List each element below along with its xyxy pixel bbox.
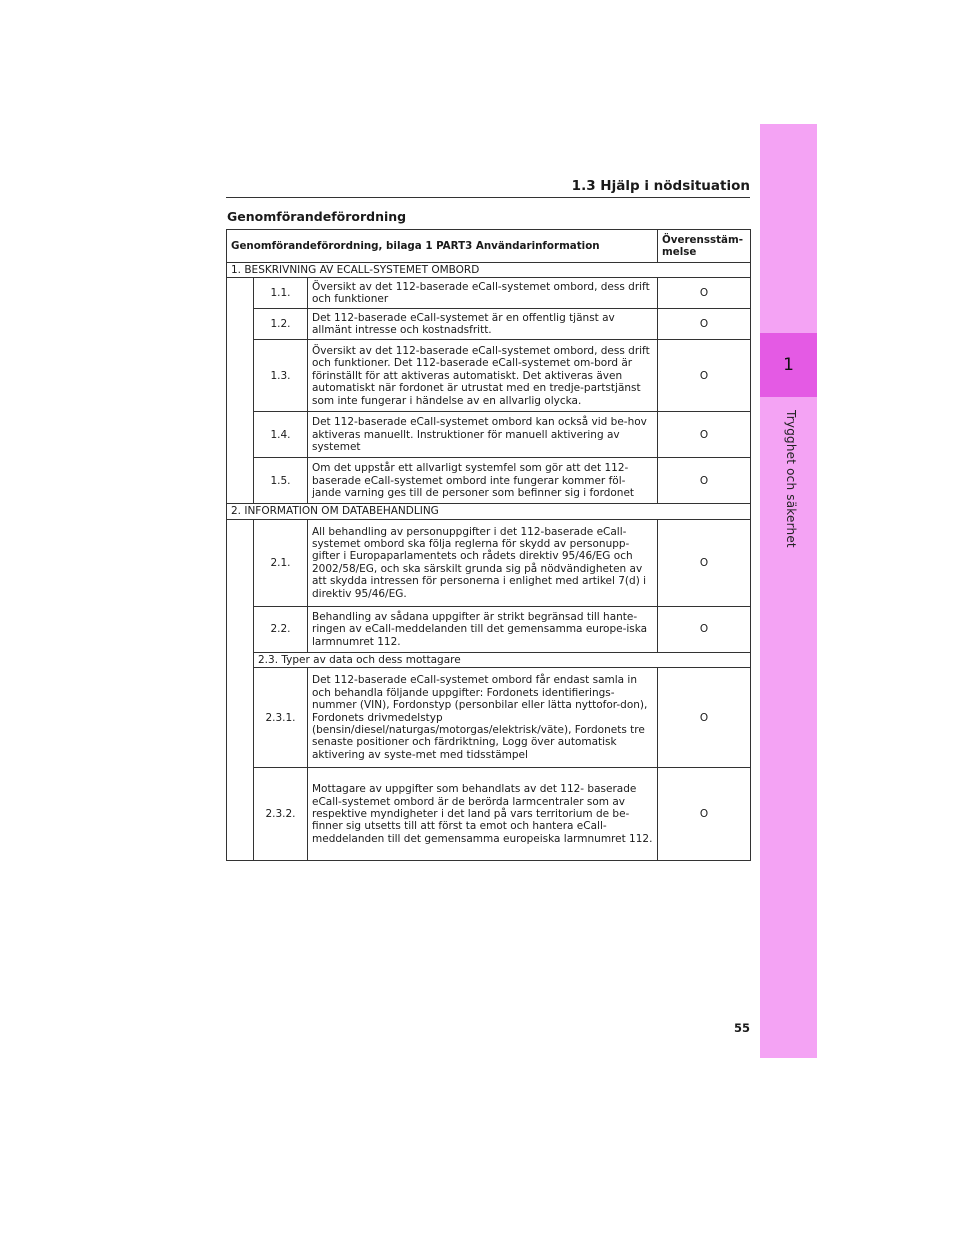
row-compliance: O	[658, 309, 751, 340]
table-row	[227, 278, 751, 309]
col-header-info: Genomförandeförordning, bilaga 1 PART3 Användarinformation	[227, 230, 658, 263]
table-row	[227, 768, 751, 861]
indent-cell	[227, 519, 254, 860]
row-compliance: O	[658, 668, 751, 768]
row-compliance: O	[658, 768, 751, 861]
table-row	[227, 309, 751, 340]
section-title: 2. INFORMATION OM DATABEHANDLING	[227, 504, 751, 519]
col-header-compliance: Överensstäm-melse	[658, 230, 751, 263]
row-text: Det 112-baserade eCall-systemet är en offentlig tjänst av allmänt intresse och kostnadsfritt.	[308, 309, 658, 340]
indent-cell	[227, 278, 254, 504]
section-title: 1. BESKRIVNING AV ECALL-SYSTEMET OMBORD	[227, 263, 751, 278]
chapter-title: Trygghet och säkerhet	[784, 410, 798, 548]
table-header-row	[227, 230, 751, 263]
row-compliance: O	[658, 412, 751, 458]
chapter-number-box: 1	[760, 333, 817, 397]
subsection-title: 2.3. Typer av data och dess mottagare	[254, 652, 751, 667]
header-rule	[226, 197, 750, 198]
row-text: Det 112-baserade eCall-systemet ombord får endast samla in och behandla följande uppgifter: Fordonets identifierings-nummer (VIN), Fordonstyp (personbilar eller lätta nyttofor-don), Fordonets drivmedelstyp (bensin/diesel/naturgas/motorgas/elektrisk/väte), Fordonets tre senaste positioner och färdriktning, Logg över automatisk aktivering av syste-met med tidsstämpel	[308, 668, 658, 768]
row-text: Översikt av det 112-baserade eCall-systemet ombord, dess drift och funktioner. Det 112-baserade eCall-systemet om-bord är förinställt för att aktiveras automatiskt. Det aktiveras även automatiskt när fordonet är utrustat med en tredje-partstjänst som inte fungerar i händelse av en allvarlig olycka.	[308, 340, 658, 412]
chapter-side-tab	[760, 124, 817, 1058]
table-row	[227, 340, 751, 412]
page-number: 55	[733, 1021, 750, 1035]
row-number: 1.3.	[254, 340, 308, 412]
row-number: 2.3.2.	[254, 768, 308, 861]
section-row	[227, 504, 751, 519]
row-text: Mottagare av uppgifter som behandlats av det 112- baserade eCall-systemet ombord är de berörda larmcentraler som av respektive myndigheter i det land på vars territorium de be-finner sig utsetts till att först ta emot och hantera eCall-meddelanden till det gemensamma europeiska larmnumret 112.	[308, 768, 658, 861]
row-compliance: O	[658, 340, 751, 412]
row-number: 2.1.	[254, 519, 308, 606]
section-row	[227, 263, 751, 278]
subsection-row	[227, 652, 751, 667]
row-number: 1.2.	[254, 309, 308, 340]
row-text: Behandling av sådana uppgifter är strikt begränsad till hante-ringen av eCall-meddelanden till det gemensamma europe-iska larmnumret 112.	[308, 606, 658, 652]
doc-title: Genomförandeförordning	[227, 209, 407, 224]
row-number: 1.5.	[254, 458, 308, 504]
row-compliance: O	[658, 458, 751, 504]
row-number: 2.2.	[254, 606, 308, 652]
table-row	[227, 412, 751, 458]
regulation-table	[226, 229, 751, 861]
table-row	[227, 606, 751, 652]
row-text: Om det uppstår ett allvarligt systemfel som gör att det 112-baserade eCall-systemet ombord inte fungerar kommer föl-jande varning ges till de personer som befinner sig i fordonet	[308, 458, 658, 504]
row-number: 1.1.	[254, 278, 308, 309]
row-text: Översikt av det 112-baserade eCall-systemet ombord, dess drift och funktioner	[308, 278, 658, 309]
table-row	[227, 458, 751, 504]
section-header: 1.3 Hjälp i nödsituation	[571, 178, 750, 194]
table-row	[227, 668, 751, 768]
row-text: Det 112-baserade eCall-systemet ombord kan också vid be-hov aktiveras manuellt. Instruktioner för manuell aktivering av systemet	[308, 412, 658, 458]
row-number: 1.4.	[254, 412, 308, 458]
row-text: All behandling av personuppgifter i det 112-baserade eCall-systemet ombord ska följa reglerna för skydd av personupp-gifter i Europaparlamentets och rådets direktiv 95/46/EG och 2002/58/EG, och ska särskilt grunda sig på nödvändigheten av att skydda intressen för personerna i enlighet med artikel 7(d) i direktiv 95/46/EG.	[308, 519, 658, 606]
row-compliance: O	[658, 278, 751, 309]
row-compliance: O	[658, 606, 751, 652]
row-compliance: O	[658, 519, 751, 606]
row-number: 2.3.1.	[254, 668, 308, 768]
table-row	[227, 519, 751, 606]
